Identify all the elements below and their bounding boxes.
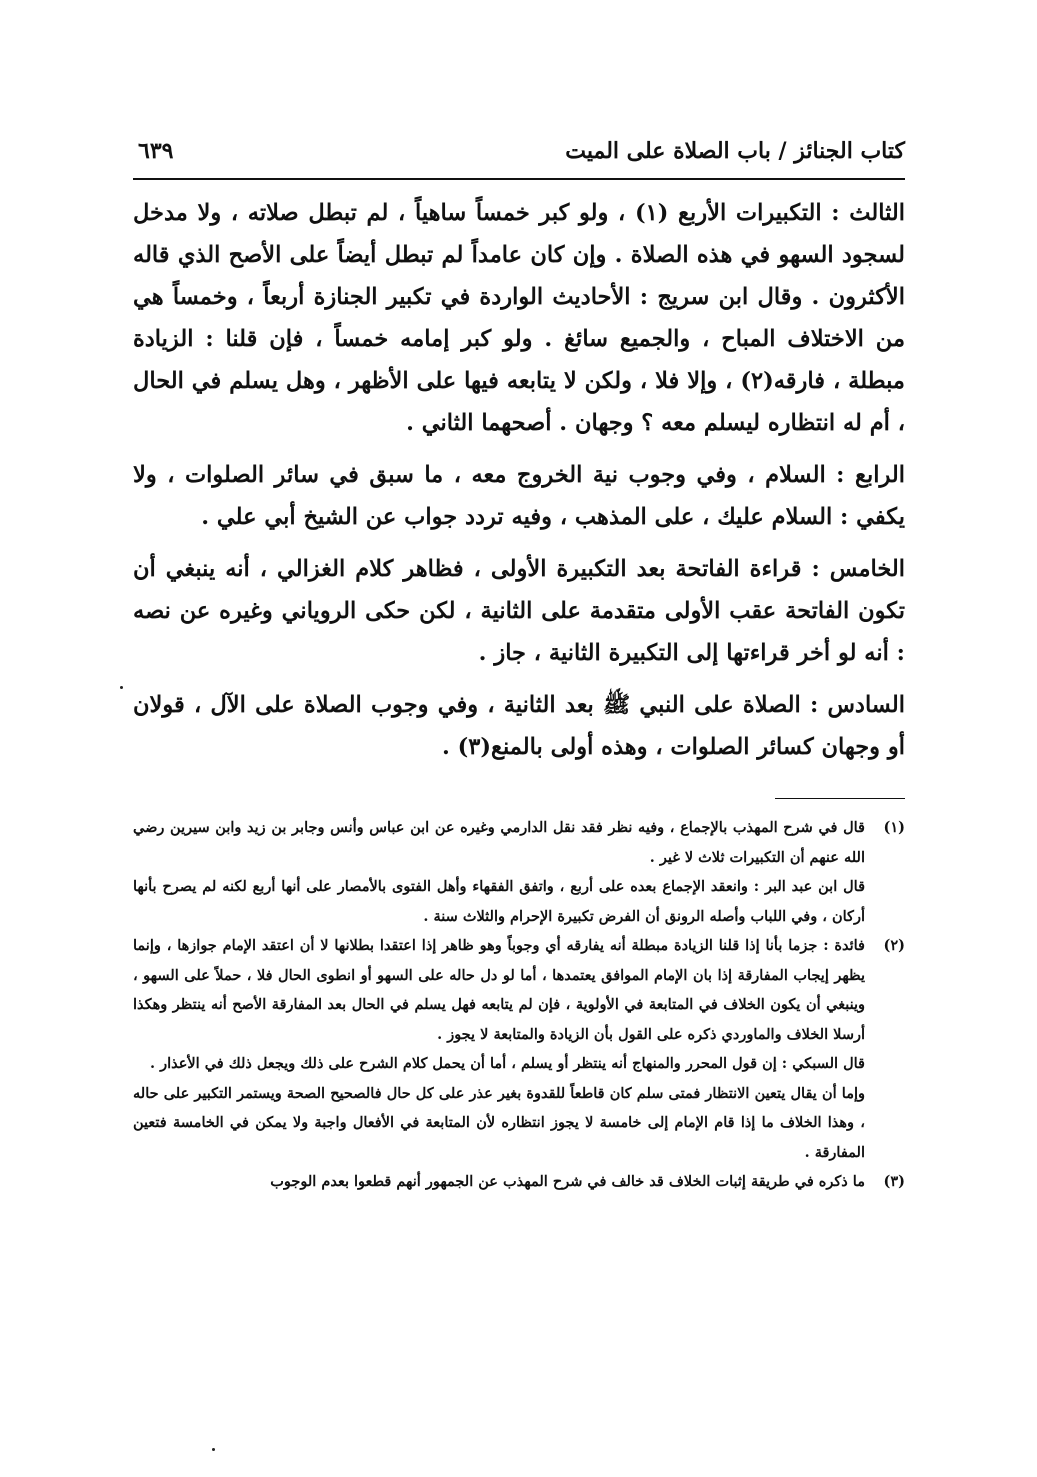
- running-title: كتاب الجنائز / باب الصلاة على الميت: [565, 138, 905, 164]
- footnote-3: [133, 1167, 905, 1197]
- paragraph-lead: الخامس: [829, 556, 905, 582]
- book-page: [133, 130, 905, 1197]
- footnote-text: [133, 1167, 865, 1197]
- footnotes: [133, 813, 905, 1197]
- footnote-number: (٢): [883, 937, 905, 954]
- footnote-text: [133, 931, 865, 1167]
- paragraph-fourth: [133, 454, 905, 538]
- paragraph-fifth: [133, 548, 905, 674]
- footnote-number: (٣): [883, 1173, 905, 1190]
- paragraph-third: [133, 192, 905, 444]
- running-header: [133, 130, 905, 180]
- paragraph-lead: الثالث: [849, 200, 905, 226]
- scan-speck: [212, 1448, 215, 1451]
- footnote-part: قال ابن عبد البر : وانعقد الإجماع بعده على أربع ، واتفق الفقهاء وأهل الفتوى بالأمصار على أنها أربع لكنه لم يصرح بأنها أركان ، وفي اللباب وأصله الرونق أن الفرض تكبيرة الإحرام والثلاث سنة .: [133, 878, 865, 925]
- main-text: [133, 192, 905, 768]
- paragraph-text: : السلام ، وفي وجوب نية الخروج معه ، ما سبق في سائر الصلوات ، ولا يكفي : السلام عليك ، على المذهب ، وفيه تردد جواب عن الشيخ أبي علي .: [133, 462, 905, 530]
- paragraph-text: : التكبيرات الأربع (١) ، ولو كبر خمساً ساهياً ، لم تبطل صلاته ، ولا مدخل لسجود السهو في هذه الصلاة . وإن كان عامداً لم تبطل أيضاً على الأصح الذي قاله الأكثرون . وقال ابن سريج : الأحاديث الواردة في تكبير الجنازة أربعاً ، وخمساً هي من الاختلاف المباح ، والجميع سائغ . ولو كبر إمامه خمساً ، فإن قلنا : الزيادة مبطلة ، فارقه(٢) ، وإلا فلا ، ولكن لا يتابعه فيها على الأظهر ، وهل يسلم في الحال ، أم له انتظاره ليسلم معه ؟ وجهان . أصحهما الثاني .: [133, 200, 905, 436]
- footnote-part: فائدة : جزما بأنا إذا قلنا الزيادة مبطلة أنه يفارقه أي وجوباً وهو ظاهر إذا اعتقدا بطلانها لا أن اعتقد الإمام جوازها ، وإنما يظهر إيجاب المفارقة إذا بان الإمام الموافق يعتمدها ، أما لو دل حاله على السهو أو انطوى الحال فلا ، حملاً على السهو ، وينبغي أن يكون الخلاف في المتابعة في الأولوية ، فإن لم يتابعه فهل يسلم في الحال بعد المفارقة الأصح أنه ينتظر وهكذا أرسلا الخلاف والماوردي ذكره على القول بأن الزيادة والمتابعة لا يجوز .: [133, 937, 865, 1043]
- paragraph-text: : قراءة الفاتحة بعد التكبيرة الأولى ، فظاهر كلام الغزالي ، أنه ينبغي أن تكون الفاتحة عقب الأولى متقدمة على الثانية ، لكن حكى الروياني وغيره عن نصه : أنه لو أخر قراءتها إلى التكبيرة الثانية ، جاز .: [133, 556, 905, 666]
- scan-speck: [120, 686, 123, 689]
- footnote-part: وإما أن يقال يتعين الانتظار فمتى سلم كان قاطعاً للقدوة بغير عذر على كل حال فالصحيح الصحة ويستمر التكبير على حاله ، وهذا الخلاف ما إذا قام الإمام إلى خامسة لا يجوز انتظاره لأن المتابعة في الأفعال واجبة ولا يمكن في الخامسة فتعين المفارقة .: [133, 1084, 865, 1161]
- paragraph-sixth: [133, 684, 905, 768]
- paragraph-lead: السادس: [827, 692, 905, 718]
- footnote-part: قال السبكي : إن قول المحرر والمنهاج أنه ينتظر أو يسلم ، أما أن يحمل كلام الشرح على ذلك ويجعل ذلك في الأعذار .: [149, 1055, 865, 1072]
- footnote-text: [133, 813, 865, 931]
- page-number: ٦٣٩: [138, 138, 174, 164]
- footnote-2: [133, 931, 905, 1167]
- paragraph-text: : الصلاة على النبي ﷺ بعد الثانية ، وفي وجوب الصلاة على الآل ، قولان أو وجهان كسائر الصلوات ، وهذه أولى بالمنع(٣) .: [133, 692, 905, 760]
- paragraph-lead: الرابع: [854, 462, 905, 488]
- footnote-separator: [775, 798, 905, 799]
- footnote-part: قال في شرح المهذب بالإجماع ، وفيه نظر فقد نقل الدارمي وغيره عن ابن عباس وأنس وجابر بن زيد وابن سيرين رضي الله عنهم أن التكبيرات ثلاث لا غير .: [133, 819, 865, 866]
- footnote-part: ما ذكره في طريقة إثبات الخلاف قد خالف في شرح المهذب عن الجمهور أنهم قطعوا بعدم الوجوب: [270, 1173, 865, 1190]
- footnote-number: (١): [883, 819, 905, 836]
- footnote-1: [133, 813, 905, 931]
